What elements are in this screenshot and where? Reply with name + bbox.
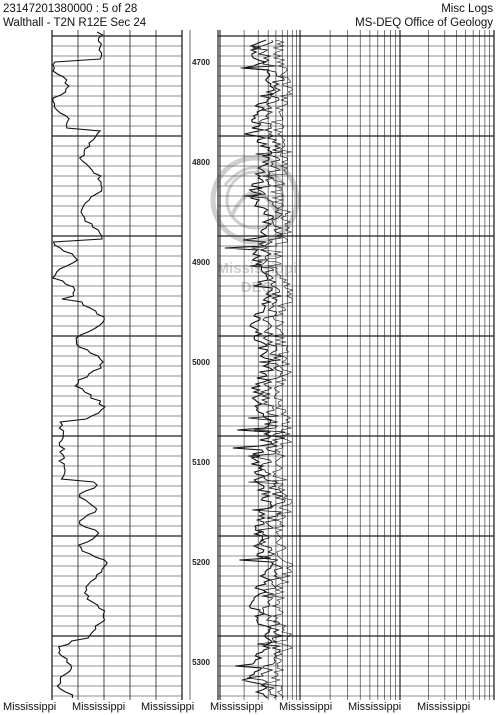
well-location: Walthall - T2N R12E Sec 24 bbox=[3, 17, 147, 29]
log-type: Misc Logs bbox=[441, 3, 493, 15]
deq-seal-watermark bbox=[213, 158, 297, 296]
footer-watermark: Mississippi bbox=[3, 701, 57, 713]
depth-label: 5000 bbox=[192, 358, 210, 367]
watermark-line2: DEQ bbox=[240, 279, 274, 296]
footer-watermark: Mississippi bbox=[279, 701, 333, 713]
depth-labels bbox=[192, 58, 210, 667]
left-log-curve bbox=[53, 32, 107, 698]
depth-label: 5200 bbox=[192, 558, 210, 567]
watermark-line1: Mississippi bbox=[216, 260, 298, 277]
resistivity-curve-deep bbox=[225, 40, 275, 698]
depth-label: 4900 bbox=[192, 258, 210, 267]
depth-label: 4700 bbox=[192, 58, 210, 67]
footer-watermark: Mississippi bbox=[141, 701, 195, 713]
footer-watermark: Mississippi bbox=[210, 701, 264, 713]
footer-watermark: Mississippi bbox=[72, 701, 126, 713]
log-grid bbox=[52, 30, 494, 700]
log-curves bbox=[53, 32, 293, 698]
well-id-page: 23147201380000 : 5 of 28 bbox=[3, 3, 138, 15]
depth-label: 4800 bbox=[192, 158, 210, 167]
footer-watermark: Mississippi bbox=[417, 701, 471, 713]
footer-watermark: Mississippi bbox=[348, 701, 402, 713]
agency-name: MS-DEQ Office of Geology bbox=[355, 17, 493, 29]
depth-label: 5300 bbox=[192, 658, 210, 667]
depth-label: 5100 bbox=[192, 458, 210, 467]
